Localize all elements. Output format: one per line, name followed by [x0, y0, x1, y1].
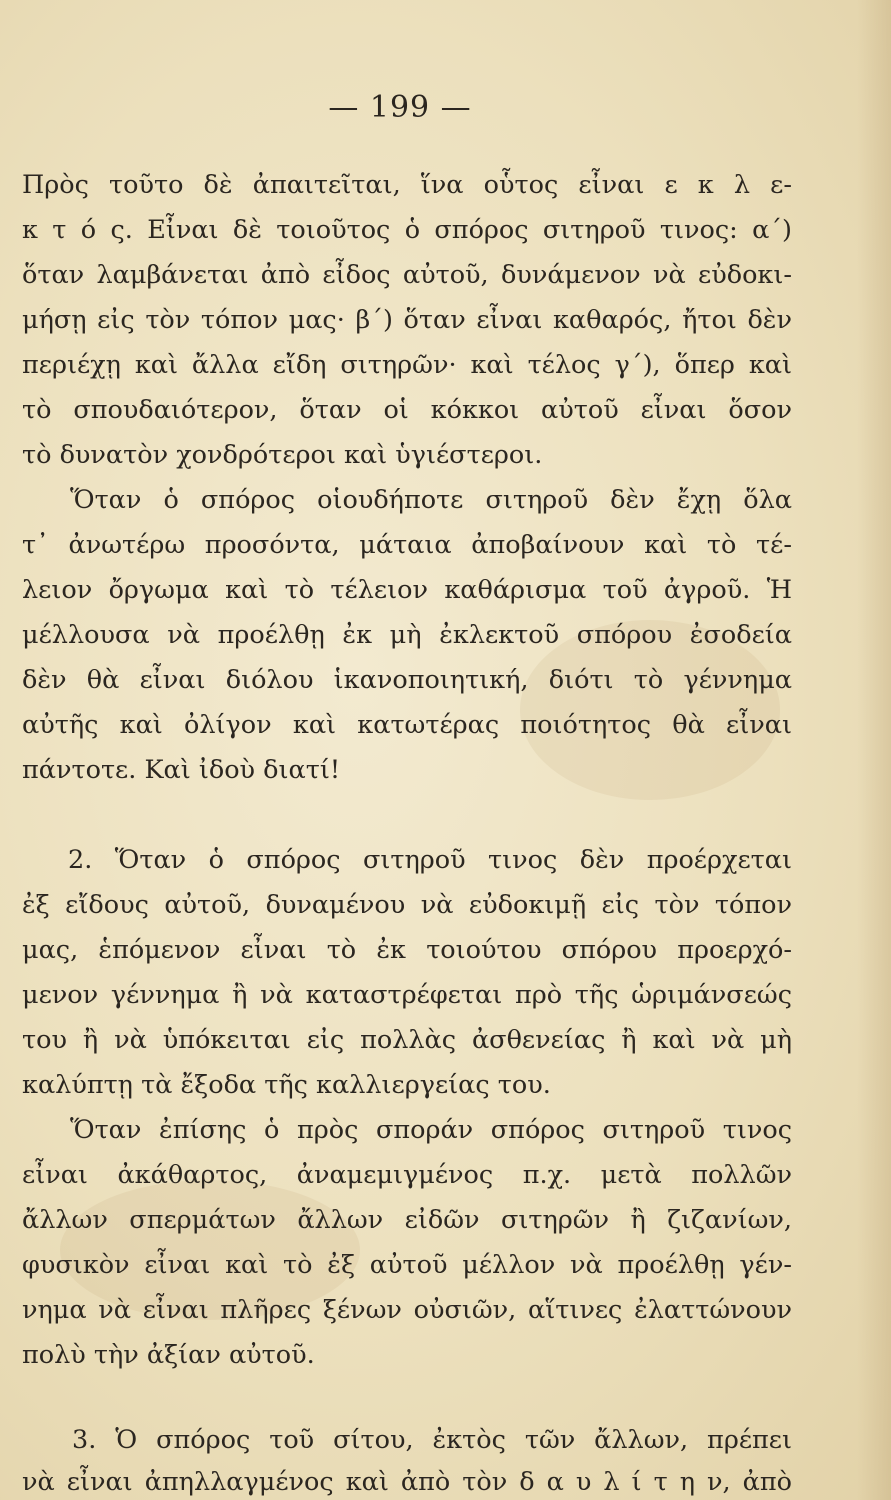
text-line: ἄλλων σπερμάτων ἄλλων εἰδῶν σιτηρῶν ἢ ζιζανίων, — [22, 1205, 792, 1235]
text-line: μέλλουσα νὰ προέλθῃ ἐκ μὴ ἐκλεκτοῦ σπόρου ἐσοδεία — [22, 620, 792, 650]
text-line: εἶναι ἀκάθαρτος, ἀναμεμιγμένος π.χ. μετὰ πολλῶν — [22, 1160, 792, 1190]
text-line: πολὺ τὴν ἀξίαν αὐτοῦ. — [22, 1340, 315, 1370]
page-edge-shadow — [857, 0, 891, 1500]
text-line: Πρὸς τοῦτο δὲ ἀπαιτεῖται, ἵνα οὗτος εἶναι ε κ λ ε- — [22, 170, 792, 200]
text-line: τὸ σπουδαιότερον, ὅταν οἱ κόκκοι αὐτοῦ εἶναι ὅσον — [22, 395, 792, 425]
text-line: λειον ὄργωμα καὶ τὸ τέλειον καθάρισμα τοῦ ἀγροῦ. Ἡ — [22, 575, 792, 605]
text-line: ὅταν λαμβάνεται ἀπὸ εἶδος αὐτοῦ, δυνάμενον νὰ εὐδοκι- — [22, 260, 792, 290]
text-line: πάντοτε. Καὶ ἰδοὺ διατί! — [22, 755, 341, 785]
text-line: περιέχῃ καὶ ἄλλα εἴδη σιτηρῶν· καὶ τέλος γ΄), ὅπερ καὶ — [22, 350, 792, 380]
text-line: του ἢ νὰ ὑπόκειται εἰς πολλὰς ἀσθενείας ἢ καὶ νὰ μὴ — [22, 1025, 792, 1055]
page-number: — 199 — — [328, 90, 472, 125]
text-line: Ὅταν ὁ σπόρος οἱουδήποτε σιτηροῦ δὲν ἔχῃ ὅλα — [70, 485, 792, 515]
text-line: 2. Ὅταν ὁ σπόρος σιτηροῦ τινος δὲν προέρχεται — [68, 845, 792, 875]
text-line: αὐτῆς καὶ ὀλίγον καὶ κατωτέρας ποιότητος θὰ εἶναι — [22, 710, 792, 740]
text-line: τὸ δυνατὸν χονδρότεροι καὶ ὑγιέστεροι. — [22, 440, 543, 470]
text-line: ἐξ εἴδους αὐτοῦ, δυναμένου νὰ εὐδοκιμῇ εἰς τὸν τόπον — [22, 890, 792, 920]
text-line: καλύπτῃ τὰ ἔξοδα τῆς καλλιεργείας του. — [22, 1070, 551, 1100]
text-line: νὰ εἶναι ἀπηλλαγμένος καὶ ἀπὸ τὸν δ α υ λ ί τ η ν, ἀπὸ — [22, 1467, 792, 1497]
text-line: 3. Ὁ σπόρος τοῦ σίτου, ἐκτὸς τῶν ἄλλων, πρέπει — [72, 1425, 792, 1455]
text-line: κ τ ό ς. Εἶναι δὲ τοιοῦτος ὁ σπόρος σιτηροῦ τινος: α΄) — [22, 215, 792, 245]
text-line: δὲν θὰ εἶναι διόλου ἱκανοποιητική, διότι τὸ γέννημα — [22, 665, 792, 695]
text-line: μήσῃ εἰς τὸν τόπον μας· β΄) ὅταν εἶναι καθαρός, ἤτοι δὲν — [22, 305, 792, 335]
text-line: τ᾽ ἀνωτέρω προσόντα, μάταια ἀποβαίνουν καὶ τὸ τέ- — [22, 530, 792, 560]
text-line: μενον γέννημα ἢ νὰ καταστρέφεται πρὸ τῆς ὡριμάνσεώς — [22, 980, 792, 1010]
text-line: φυσικὸν εἶναι καὶ τὸ ἐξ αὐτοῦ μέλλον νὰ προέλθῃ γέν- — [22, 1250, 792, 1280]
text-line: μας, ἑπόμενον εἶναι τὸ ἐκ τοιούτου σπόρου προερχό- — [22, 935, 792, 965]
text-line: Ὅταν ἐπίσης ὁ πρὸς σποράν σπόρος σιτηροῦ τινος — [70, 1115, 792, 1145]
text-line: νημα νὰ εἶναι πλῆρες ξένων οὐσιῶν, αἵτινες ἐλαττώνουν — [22, 1295, 792, 1325]
